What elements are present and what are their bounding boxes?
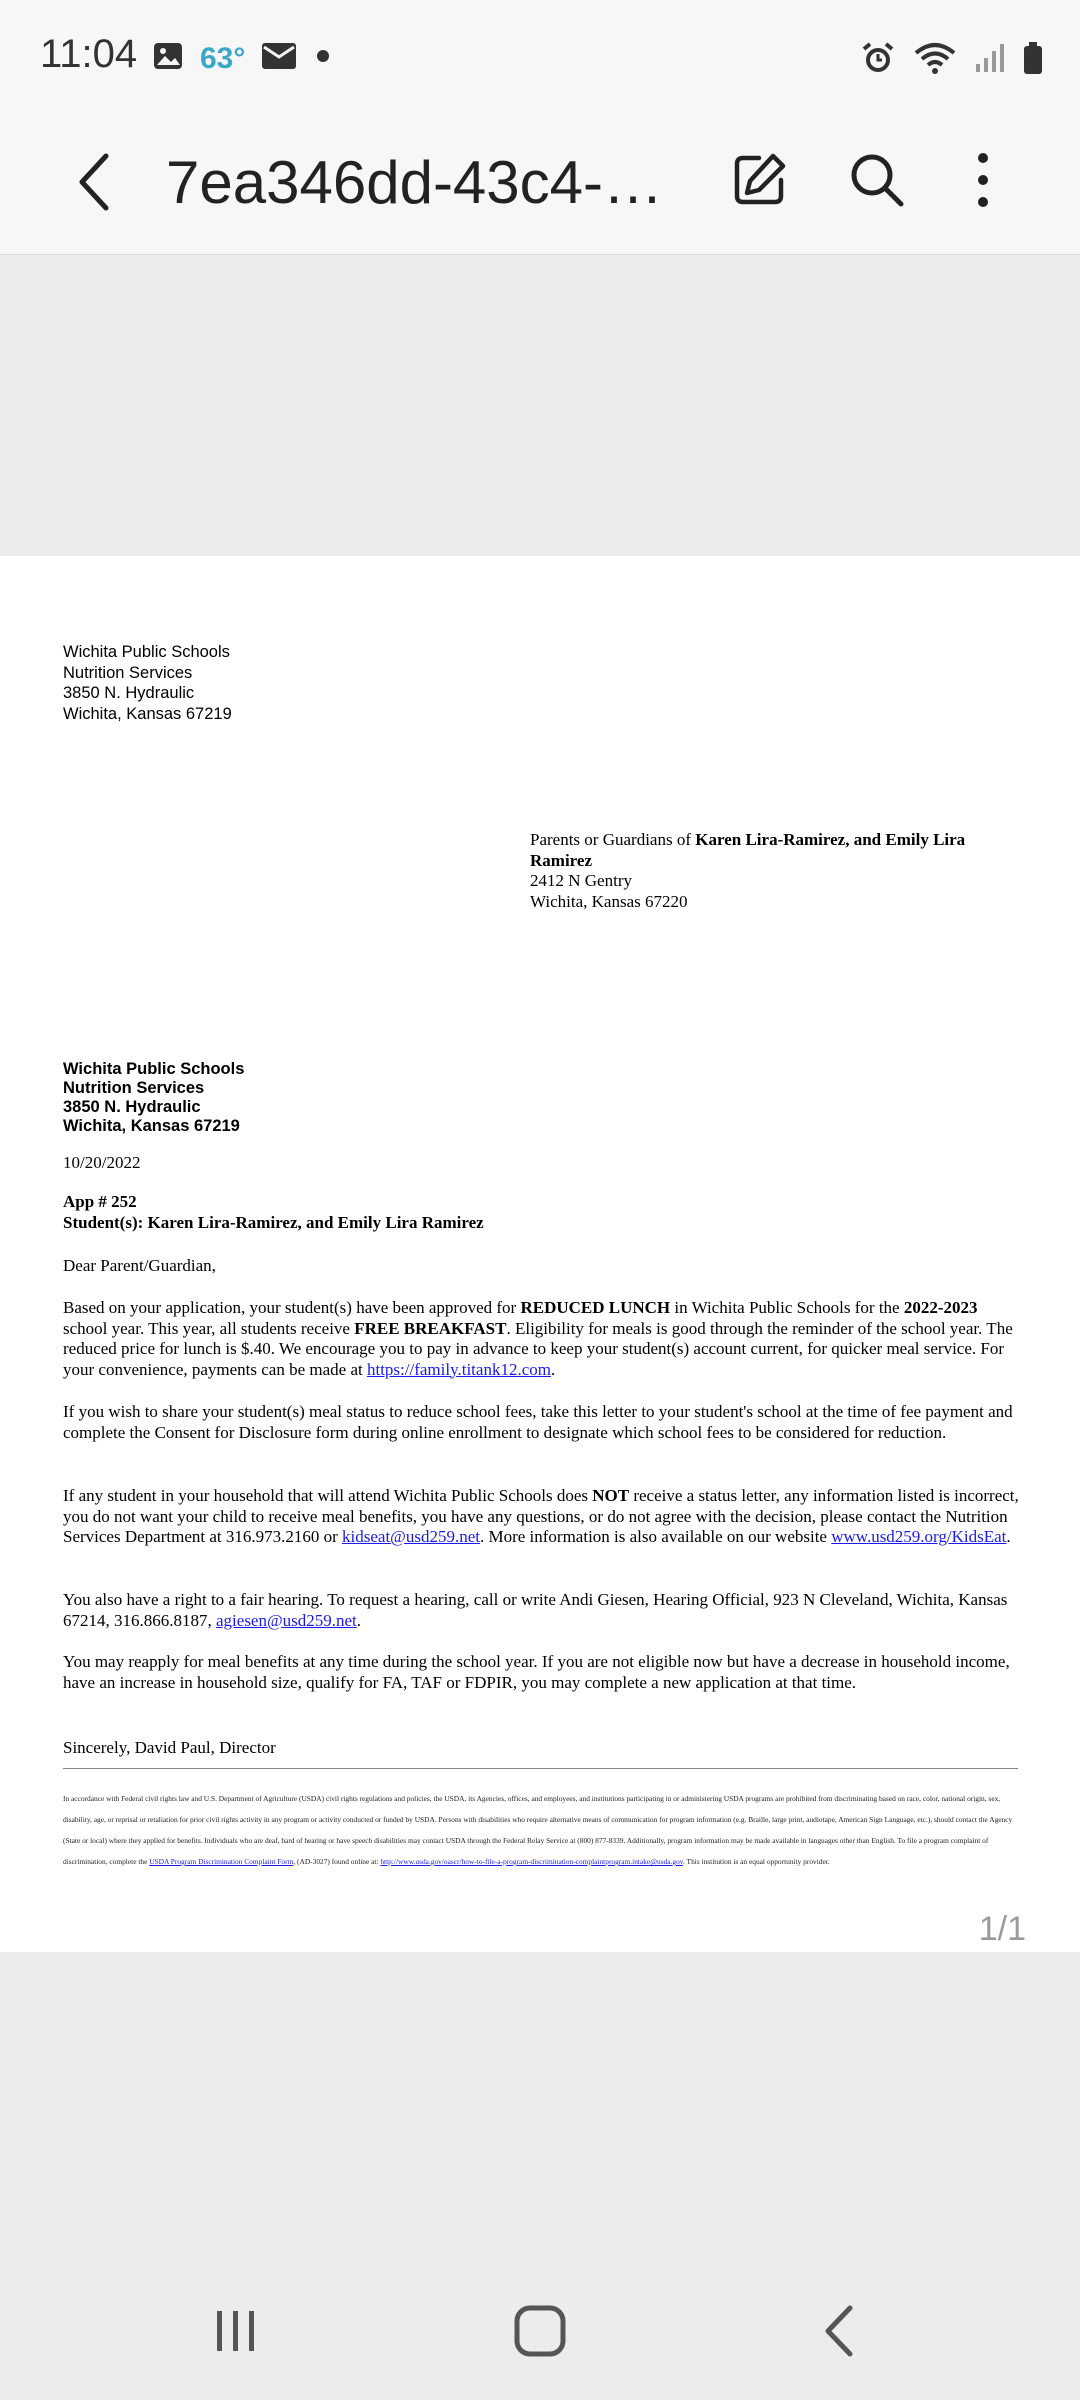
mail-icon <box>261 41 297 76</box>
bold-text: FREE BREAKFAST <box>354 1318 507 1338</box>
text: Based on your application, your student(s) have been approved for <box>63 1298 521 1317</box>
text: . <box>356 1610 362 1630</box>
text: , (AD-3027) found online at: <box>293 1857 381 1866</box>
more-options-button[interactable] <box>958 142 1008 222</box>
closing-signature: Sincerely, David Paul, Director <box>63 1738 276 1757</box>
sender-line: 3850 N. Hydraulic <box>63 1098 201 1116</box>
text: receive a status letter, any information listed is incorrect, you do not want your child to receive meal benefits, you have any questions, or do not agree with the decision, please contact the Nutrition Services Department at 316.973.2160 or <box>63 1486 1019 1546</box>
sender-line: Nutrition Services <box>63 663 193 682</box>
text: In accordance with Federal civil rights law and U.S. Department of Agriculture (USDA) civil rights regulations and policies, the USDA, its Agencies, offices, and employees, and institutions participating in or administering USDA programs are prohibited from discriminating based on race, color, national origin, sex, disability, age, or reprisal or retaliation for prior civil rights activity in any program or activity conducted or funded by USDA. Persons with disabilities who require alternative means of communication for program information (e.g. Braille, large print, audiotape, American Sign Language, etc.), should contact the Agency (State or local) where they applied for benefits. Individuals who are deaf, hard of hearing or have speech disabilities may contact USDA through the Federal Relay Service at (800) 877-8339. Additionally, program information may be made available in languages other than English. To file a program complaint of discrimination, complete the <box>63 1794 1013 1866</box>
weather-temperature: 63° <box>200 41 246 75</box>
notification-icons <box>152 40 333 77</box>
salutation: Dear Parent/Guardian, <box>63 1256 216 1275</box>
recipient-street: 2412 N Gentry <box>530 871 632 890</box>
home-icon <box>513 2304 567 2363</box>
text: school year. This year, all students receive <box>63 1318 355 1338</box>
recent-apps-button[interactable] <box>196 2298 276 2368</box>
sender-line: Wichita, Kansas 67219 <box>63 1117 240 1135</box>
students-label: Student(s): <box>63 1212 148 1232</box>
wifi-icon <box>914 41 956 80</box>
text: If any student in your household that will attend Wichita Public Schools does <box>63 1486 593 1505</box>
paragraph-reapply: You may reapply for meal benefits at any time during the school year. If you are not eligible now but have a decrease in household income, have an increase in household size, qualify for FA, TAF or FDPIR, you may complete a new application at that time. <box>63 1652 1010 1692</box>
hearing-email-link[interactable]: agiesen@usd259.net <box>216 1610 357 1630</box>
text: . <box>1006 1527 1011 1546</box>
text: . <box>550 1359 556 1379</box>
bold-text: NOT <box>592 1486 630 1505</box>
text: . This institution is an equal opportunity provider. <box>683 1857 830 1866</box>
application-info <box>63 1192 1023 1233</box>
back-arrow-icon <box>74 150 114 219</box>
recipient-prefix: Parents or Guardians of <box>530 830 696 849</box>
document-title: 7ea346dd-43c4-… <box>166 149 664 216</box>
dot-icon <box>313 46 333 71</box>
sender-line: Wichita Public Schools <box>63 1060 245 1078</box>
intake-email-link[interactable]: program.intake@usda.gov <box>605 1857 683 1866</box>
email-link[interactable]: kidseat@usd259.net <box>342 1527 480 1546</box>
sender-line: Nutrition Services <box>63 1079 205 1097</box>
back-icon <box>820 2304 860 2363</box>
home-button[interactable] <box>500 2298 580 2368</box>
text: in Wichita Public Schools for the <box>670 1298 904 1317</box>
student-names: Karen Lira-Ramirez, and Emily Lira Ramirez <box>147 1212 484 1232</box>
paragraph-contact <box>63 1486 1023 1548</box>
paragraph-approval <box>63 1298 1023 1380</box>
sender-header <box>63 642 232 724</box>
text: . More information is also available on our website <box>479 1527 832 1546</box>
nav-back-button[interactable] <box>800 2298 880 2368</box>
edit-button[interactable] <box>724 142 794 222</box>
more-vert-icon <box>976 152 990 213</box>
nondiscrimination-statement <box>63 1788 1023 1872</box>
navigation-bar <box>0 2268 1080 2400</box>
sender-line: 3850 N. Hydraulic <box>63 684 195 702</box>
bold-text: REDUCED LUNCH <box>520 1298 671 1317</box>
edit-icon <box>729 150 789 215</box>
app-bar <box>0 120 1080 255</box>
battery-icon <box>1022 41 1044 80</box>
clock: 11:04 <box>40 32 138 76</box>
document-page[interactable] <box>0 556 1080 1952</box>
complaint-form-link[interactable]: USDA Program Discrimination Complaint Form <box>149 1857 294 1866</box>
text: . Eligibility for meals is good through the reminder of the school year. The reduced price for lunch is $.40. We encourage you to pay in advance to keep your student(s) account current, for quicker meal service. For your convenience, payments can be made at <box>63 1318 1013 1379</box>
sender-line: Wichita Public Schools <box>63 643 230 661</box>
recipient-names: Karen Lira-Ramirez, and Emily Lira <box>695 830 966 849</box>
app-number: App # 252 <box>63 1192 137 1211</box>
paragraph-fees: If you wish to share your student(s) meal status to reduce school fees, take this letter to your student's school at the time of fee payment and complete the Consent for Disclosure form during online enrollment to designate which school fees to be considered for reduction. <box>63 1402 1013 1442</box>
recipient-city: Wichita, Kansas 67220 <box>530 891 688 911</box>
payment-link[interactable]: https://family.titank12.com <box>366 1359 551 1379</box>
alarm-icon <box>860 40 896 81</box>
gallery-icon <box>152 40 184 77</box>
back-button[interactable] <box>64 144 124 224</box>
letter-date: 10/20/2022 <box>63 1153 141 1172</box>
search-button[interactable] <box>842 142 912 222</box>
sender-block <box>63 1060 244 1136</box>
page-indicator: 1/1 <box>978 1910 1026 1948</box>
paragraph-hearing <box>63 1590 1023 1631</box>
divider <box>63 1768 1018 1769</box>
signal-icon <box>974 42 1004 79</box>
recent-apps-icon <box>211 2306 261 2361</box>
bold-text: 2022-2023 <box>903 1298 978 1317</box>
recipient-address <box>530 830 1030 912</box>
sender-line: Wichita, Kansas 67219 <box>63 704 232 723</box>
status-bar <box>0 0 1080 120</box>
system-icons <box>860 40 1044 81</box>
text: You also have a right to a fair hearing. To request a hearing, call or write Andi Giesen, Hearing Official, 923 N Cleveland, Wichita, Kansas 67214, 316.866.8187, <box>63 1590 1008 1630</box>
complaint-url-link[interactable]: http://www.usda.gov/oascr/how-to-file-a-program-discrimination-complaint <box>380 1857 606 1866</box>
recipient-names-cont: Ramirez <box>530 850 592 870</box>
website-link[interactable]: www.usd259.org/KidsEat <box>831 1527 1007 1546</box>
search-icon <box>847 150 907 215</box>
